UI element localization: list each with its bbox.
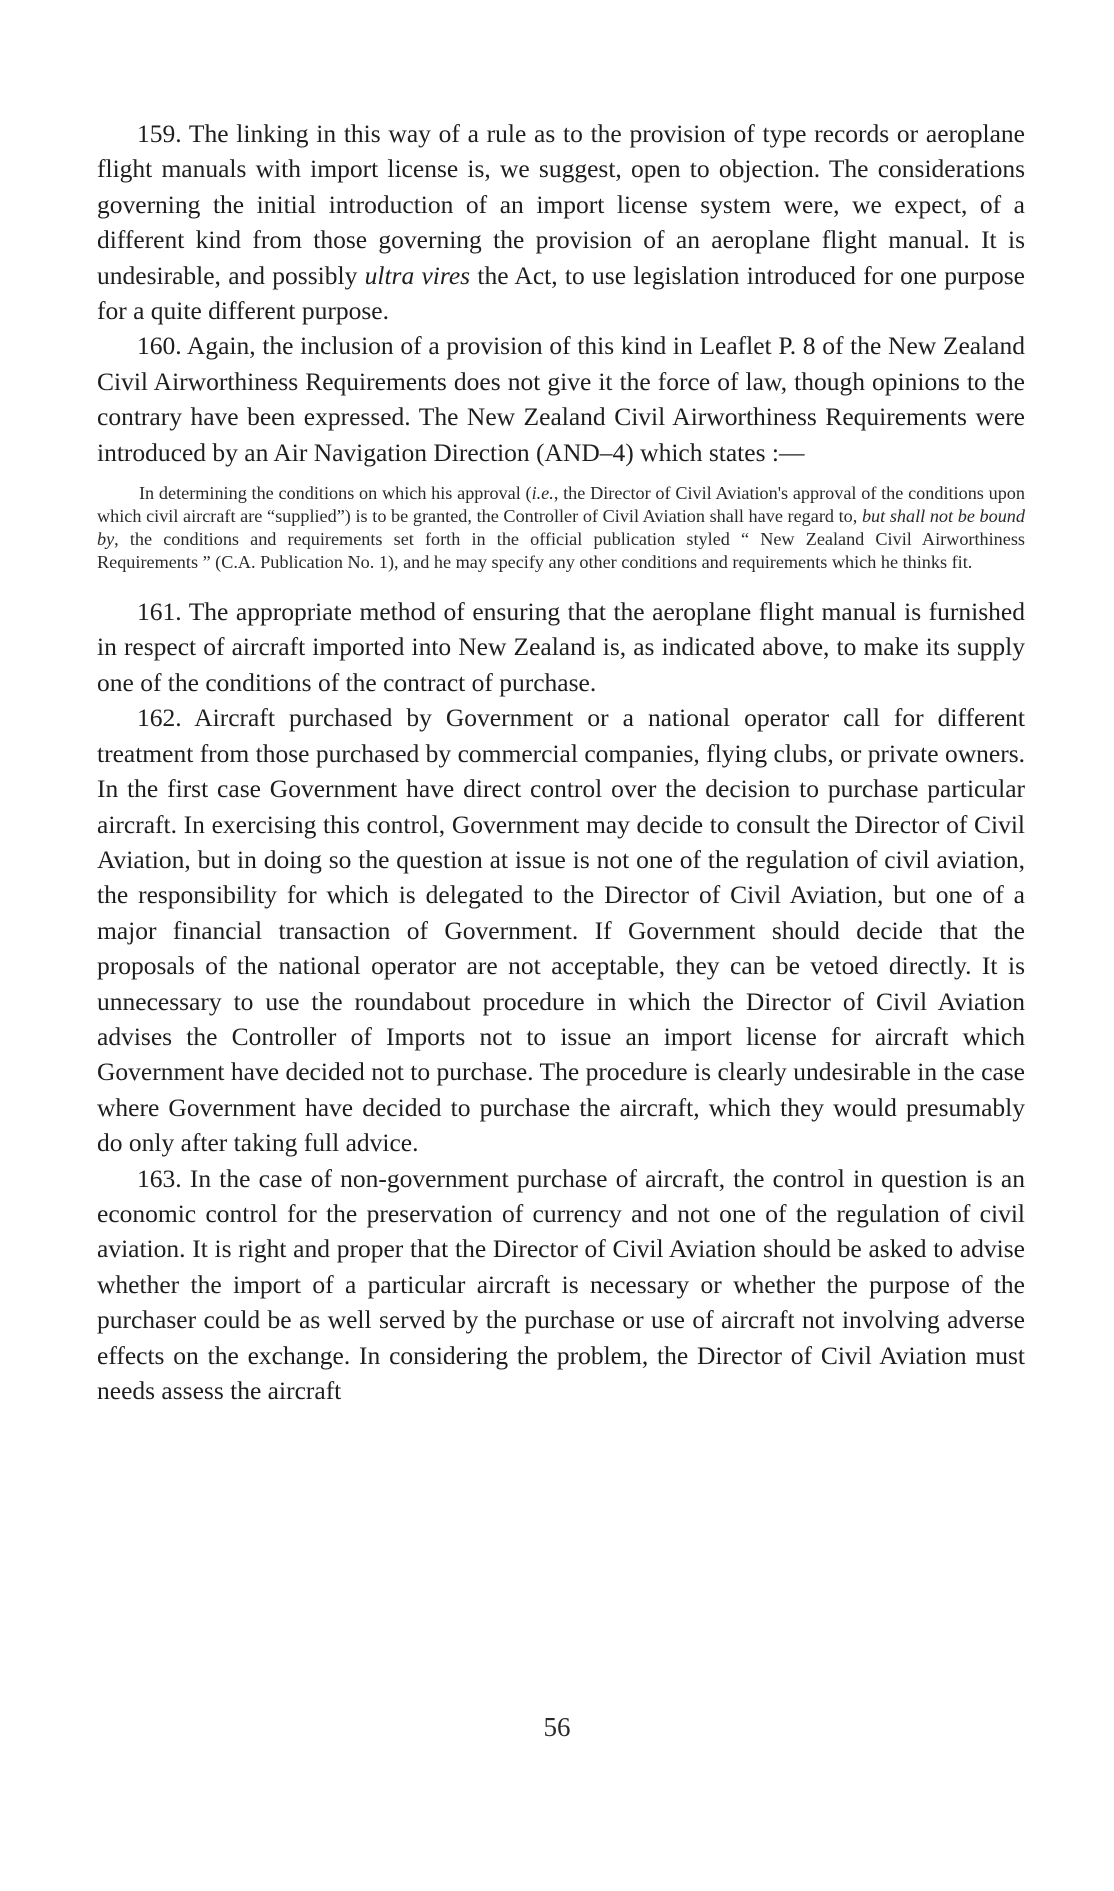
paragraphs-before-quote — [97, 116, 1025, 470]
paragraph-162 — [97, 700, 1025, 1160]
italic-text: but shall not be bound by — [97, 506, 1025, 550]
text-run: , the conditions and requirements set forth in the official publication styled “ New Zealand Civil Airworthiness Requirements ” (C.A. Publication No. 1), and he may specify any other conditions and requirements which he thinks fit. — [97, 529, 1025, 573]
text-run: Again, the inclusion of a provision of this kind in Leaflet P. 8 of the New Zealand Civil Airworthiness Requirements does not give it the force of law, though opinions to the contrary have been expressed. The New Zealand Civil Airworthiness Requirements were introduced by an Air Navigation Direction (AND–4) which states :— — [97, 331, 1025, 467]
text-run: The linking in this way of a rule as to the provision of type records or aeroplane flight manuals with import license is, we suggest, open to objection. The considerations governing the initial introduction of an import license system were, we expect, of a different kind from those governing the provision of an aeroplane flight manual. It is undesirable, and possibly — [97, 119, 1025, 290]
paragraph-160 — [97, 328, 1025, 470]
paragraph-number: 162. — [137, 703, 182, 733]
page-number: 56 — [543, 1712, 571, 1742]
text-run: In the case of non-government purchase of aircraft, the control in question is an economic control for the preservation of currency and not one of the regulation of civil aviation. It is right and proper that the Director of Civil Aviation should be asked to advise whether the import of a particular aircraft is necessary or whether the purpose of the purchaser could be as well served by the purchase or use of aircraft not involving adverse effects on the exchange. In considering the problem, the Director of Civil Aviation must needs assess the aircraft — [97, 1163, 1025, 1405]
text-run: the Act, to use legislation introduced for one purpose for a quite different purpose. — [97, 260, 1025, 326]
paragraph-number: 163. — [137, 1163, 182, 1193]
paragraph-159 — [97, 116, 1025, 328]
paragraph-161 — [97, 594, 1025, 700]
text-run: In determining the conditions on which his approval ( — [139, 483, 532, 504]
document-body — [97, 116, 1025, 1408]
text-run: The appropriate method of ensuring that the aeroplane flight manual is furnished in respect of aircraft imported into New Zealand is, as indicated above, to make its supply one of the conditions of the contract of purchase. — [97, 597, 1025, 697]
paragraphs-after-quote — [97, 594, 1025, 1408]
block-quotation — [97, 482, 1025, 574]
text-run: Aircraft purchased by Government or a national operator call for different treatment from those purchased by commercial companies, flying clubs, or private owners. In the first case Government have direct control over the decision to purchase particular aircraft. In exercising this control, Government may decide to consult the Director of Civil Aviation, but in doing so the question at issue is not one of the regulation of civil aviation, the responsibility for which is delegated to the Director of Civil Aviation, but one of a major financial transaction of Government. If Government should decide that the proposals of the national operator are not acceptable, they can be vetoed directly. It is unnecessary to use the roundabout procedure in which the Director of Civil Aviation advises the Controller of Imports not to issue an import license for aircraft which Government have decided not to purchase. The procedure is clearly undesirable in the case where Government have decided to purchase the aircraft, which they would presumably do only after taking full advice. — [97, 703, 1025, 1158]
paragraph-163 — [97, 1161, 1025, 1409]
paragraph-number: 159. — [137, 119, 182, 148]
italic-text: i.e. — [531, 483, 554, 504]
paragraph-number: 161. — [137, 597, 182, 627]
paragraph-number: 160. — [137, 331, 182, 361]
text-run: , the Director of Civil Aviation's approval of the conditions upon which civil aircraft are “supplied”) is to be granted, the Controller of Civil Aviation shall have regard to, — [97, 483, 1025, 527]
italic-text: ultra vires — [364, 260, 471, 290]
